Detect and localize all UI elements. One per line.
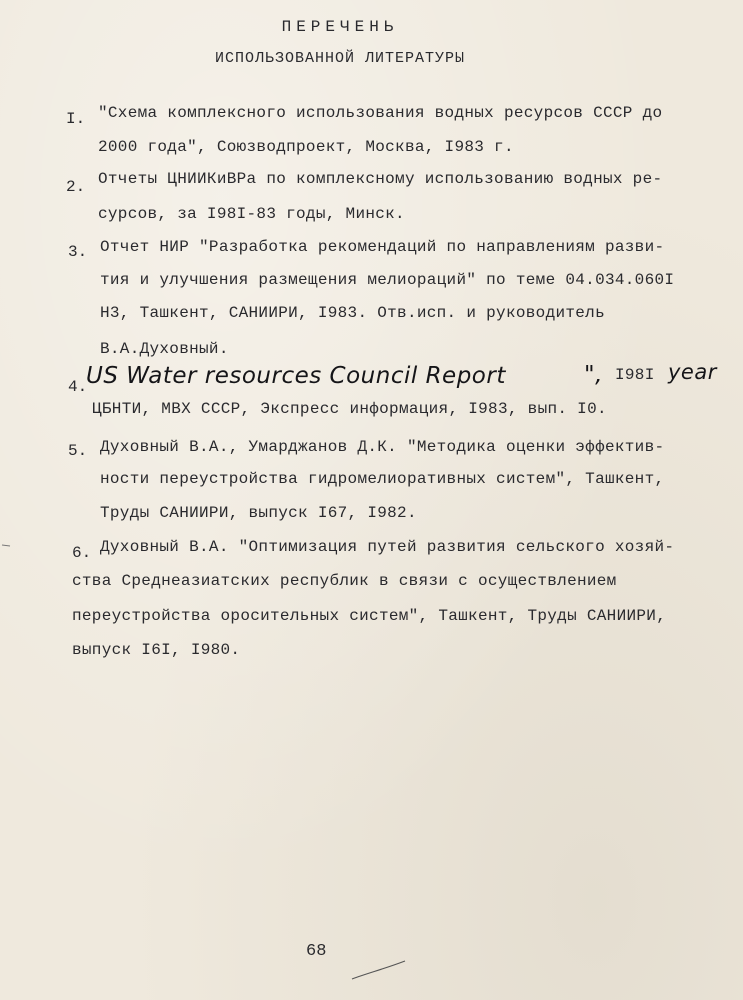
pen-stroke-mark <box>350 955 410 985</box>
reference-line: тия и улучшения размещения мелиораций" по теме 04.034.060I <box>100 271 675 289</box>
reference-line: Н3, Ташкент, САНИИРИ, I983. Отв.исп. и руководитель <box>100 304 605 322</box>
handwritten-year: year <box>668 360 717 384</box>
reference-line: ЦБНТИ, МВХ СССР, Экспресс информация, I983, вып. I0. <box>92 400 607 418</box>
reference-number: I. <box>66 110 86 128</box>
reference-line: В.А.Духовный. <box>100 340 229 358</box>
page-number: 68 <box>306 942 327 961</box>
heading-subtitle: ИСПОЛЬЗОВАННОЙ ЛИТЕРАТУРЫ <box>214 50 466 67</box>
reference-number: 5. <box>68 442 88 460</box>
reference-line: выпуск I6I, I980. <box>72 641 241 659</box>
reference-line: сурсов, за I98I-83 годы, Минск. <box>98 205 405 223</box>
reference-line: Духовный В.А., Умарджанов Д.К. "Методика оценки эффектив- <box>100 438 665 456</box>
reference-line: ства Среднеазиатских республик в связи с осуществлением <box>72 572 617 590</box>
reference-year: I98I <box>615 366 655 384</box>
reference-number: 4. <box>68 378 88 396</box>
reference-line: Отчеты ЦНИИКиВРа по комплексному использованию водных ре- <box>98 170 663 188</box>
reference-number: 3. <box>68 243 88 261</box>
reference-line: Труды САНИИРИ, выпуск I67, I982. <box>100 504 417 522</box>
reference-line: переустройства оросительных систем", Ташкент, Труды САНИИРИ, <box>72 607 667 625</box>
reference-number: 2. <box>66 178 86 196</box>
reference-line: Отчет НИР "Разработка рекомендаций по направлениям разви- <box>100 238 665 256</box>
reference-line: 2000 года", Союзводпроект, Москва, I983 г. <box>98 138 514 156</box>
heading-title: ПЕРЕЧЕНЬ <box>281 18 399 36</box>
reference-line: ности переустройства гидромелиоративных систем", Ташкент, <box>100 470 665 488</box>
handwritten-title: US Water resources Council Report <box>86 363 506 389</box>
reference-number: 6. <box>72 544 92 562</box>
handwritten-quote: ", <box>584 362 603 388</box>
reference-line: "Схема комплексного использования водных ресурсов СССР до <box>98 104 663 122</box>
margin-tick-mark <box>0 540 14 550</box>
reference-line: Духовный В.А. "Оптимизация путей развития сельского хозяй- <box>100 538 675 556</box>
